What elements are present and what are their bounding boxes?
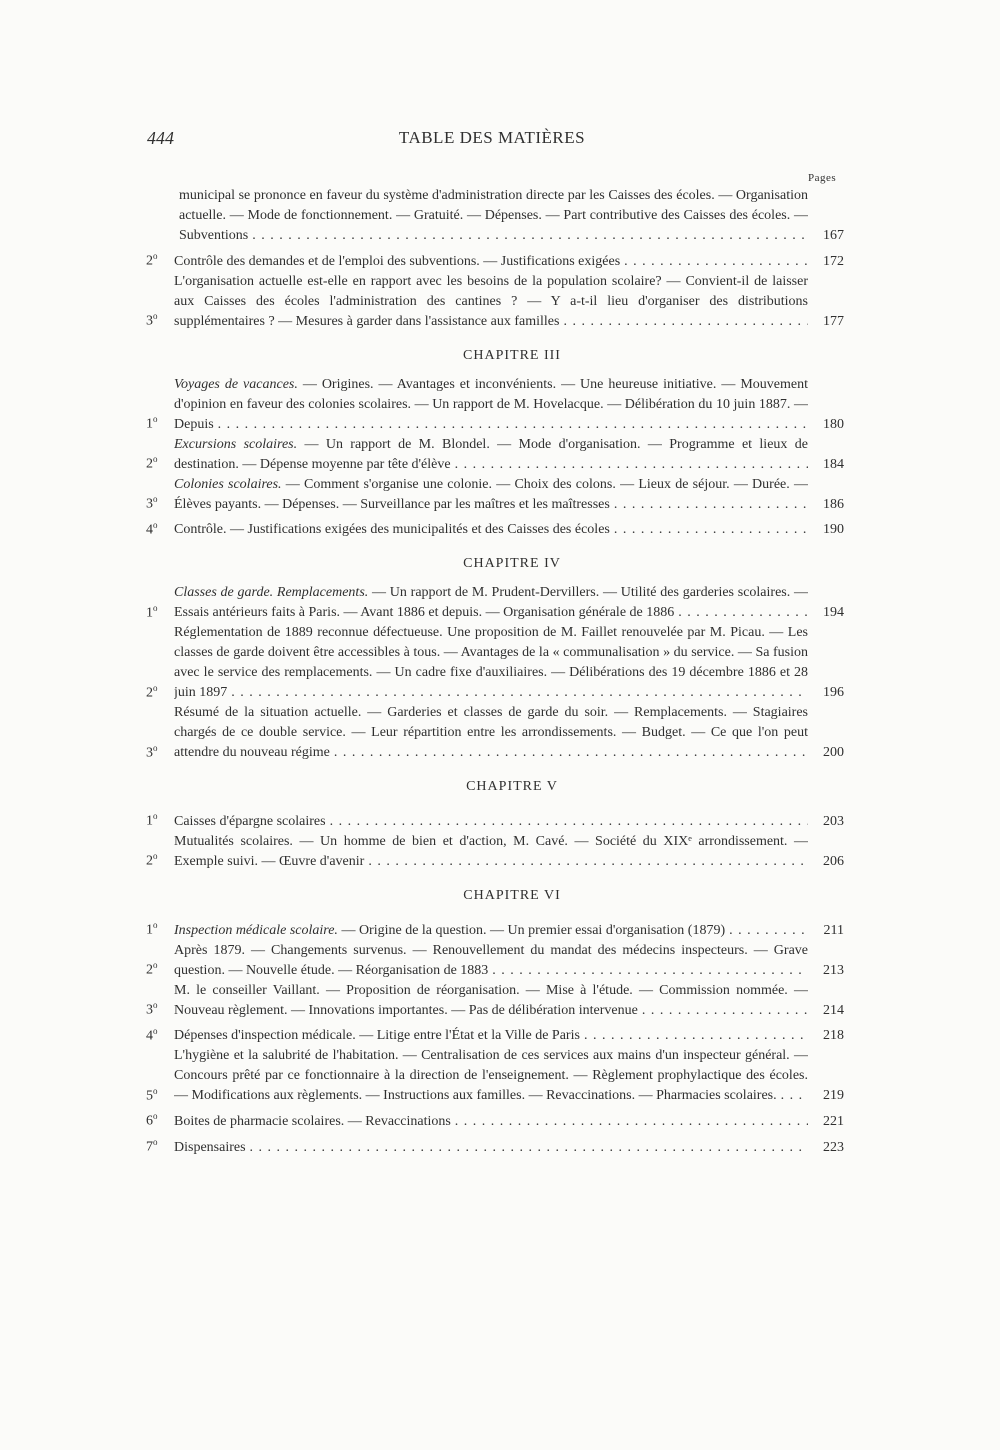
entry-page: 200 (808, 743, 844, 763)
toc-entry (146, 515, 847, 541)
entry-text: Caisses d'épargne scolaires . . . (174, 812, 808, 832)
entry-number: 3$^o$ (146, 311, 158, 329)
entry-number: 4$^o$ (146, 1025, 158, 1044)
entry-number: 2$^o$ (146, 959, 158, 978)
entry-page: 180 (808, 415, 844, 435)
entry-italic-title: Inspection médicale scolaire. (174, 922, 338, 938)
toc-entry (146, 806, 847, 832)
toc-entry (146, 475, 847, 515)
entry-text: Boites de pharmacie scolaires. — Revaccinations . . . (174, 1112, 808, 1132)
entry-text: Classes de garde. Remplacements. — Un rapport de M. Prudent-Dervillers. — Utilité des garderies scolaires. — Essais antérieurs faits à Paris. — Avant 1886 et depuis. — Organisation générale de 1886 . . . (174, 583, 808, 623)
entry-italic-title: Colonies scolaires. (174, 476, 282, 492)
entry-text: Réglementation de 1889 reconnue défectueuse. Une proposition de M. Faillet renouvelée par M. Picau. — Les classes de garde doivent être accessibles à tous. — Avantages de la « communalisation » du service. — Sa fusion avec le service des remplacements. — Un cadre fixe d'auxiliaires. — Délibérations des 19 décembre 1886 et 28 juin 1897 . . . (174, 623, 808, 703)
entry-number: 1$^o$ (146, 919, 158, 938)
chapter-heading: CHAPITRE V (466, 779, 558, 795)
entry-page: 211 (808, 921, 844, 941)
entry-number: 7$^o$ (146, 1136, 158, 1155)
entry-page: 190 (808, 520, 844, 540)
entry-text: Dispensaires . . . (174, 1138, 808, 1158)
table-of-contents (147, 186, 847, 1158)
entry-number: 3$^o$ (146, 494, 158, 512)
entry-number: 1$^o$ (146, 602, 158, 621)
entry-page: 177 (808, 312, 844, 332)
entry-text: L'organisation actuelle est-elle en rapport avec les besoins de la population scolaire? — Convient-il de laisser aux Caisses des écoles l'administration des cantines ? — Y a-t-il lieu d'organiser des distributions supplémentaires ? — Mesures à garder dans l'assistance aux familles . . . (174, 272, 808, 332)
toc-entry (179, 186, 847, 246)
entry-italic-title: Classes de garde. Remplacements. (174, 585, 369, 601)
entry-number: 1$^o$ (146, 414, 158, 432)
entry-text: Contrôle des demandes et de l'emploi des subventions. — Justifications exigées . . . (174, 252, 808, 272)
toc-entry (146, 981, 847, 1021)
entry-page: 214 (808, 1001, 844, 1021)
entry-text: Après 1879. — Changements survenus. — Renouvellement du mandat des médecins inspecteurs. — Grave question. — Nouvelle étude. — Réorganisation de 1883 . . . (174, 941, 808, 981)
entry-number: 6$^o$ (146, 1111, 158, 1129)
entry-page: 219 (808, 1086, 844, 1106)
entry-page: 184 (808, 455, 844, 475)
chapter-heading: CHAPITRE IV (463, 556, 561, 572)
entry-page: 218 (808, 1026, 844, 1046)
entry-text: Résumé de la situation actuelle. — Garderies et classes de garde du soir. — Remplacements. — Stagiaires chargés de ce double service. — Leur répartition entre les arrondissements. — Budget. — Ce que l'on peut attendre du nouveau régime . . . (174, 703, 808, 763)
toc-entry (146, 915, 847, 941)
chapter-heading: CHAPITRE III (463, 347, 561, 363)
toc-entry (146, 1132, 847, 1158)
toc-entry (146, 703, 847, 763)
toc-entry (146, 623, 847, 703)
page-number: 444 (147, 128, 174, 148)
entry-text: Dépenses d'inspection médicale. — Litige entre l'État et la Ville de Paris . . . (174, 1026, 808, 1046)
pages-column-label: Pages (808, 172, 837, 184)
entry-text: Excursions scolaires. — Un rapport de M. Blondel. — Mode d'organisation. — Programme et lieux de destination. — Dépense moyenne par tête d'élève . . . (174, 435, 808, 475)
entry-italic-title: Voyages de vacances. (174, 376, 298, 392)
entry-number: 3$^o$ (146, 742, 158, 761)
toc-entry (146, 1046, 847, 1106)
toc-entry (146, 375, 847, 435)
entry-text: Inspection médicale scolaire. — Origine de la question. — Un premier essai d'organisation (1879) . . . (174, 921, 808, 941)
toc-entry (146, 1021, 847, 1047)
entry-page: 213 (808, 961, 844, 981)
chapter-heading: CHAPITRE VI (463, 887, 561, 903)
entry-number: 1$^o$ (146, 811, 158, 829)
entry-text: municipal se prononce en faveur du système d'administration directe par les Caisses des écoles. — Organisation actuelle. — Mode de fonctionnement. — Gratuité. — Dépenses. — Part contributive des Caisses des écoles. — Subventions . . . (179, 186, 808, 246)
toc-entry (146, 941, 847, 981)
entry-number: 2$^o$ (146, 251, 158, 269)
entry-italic-title: Excursions scolaires. (174, 436, 298, 452)
entry-number: 2$^o$ (146, 454, 158, 472)
entry-text: Colonies scolaires. — Comment s'organise une colonie. — Choix des colons. — Lieux de séjour. — Durée. — Élèves payants. — Dépenses. — Surveillance par les maîtres et les maîtresses . . . (174, 475, 808, 515)
toc-entry (146, 272, 847, 332)
entry-page: 221 (808, 1112, 844, 1132)
toc-entry (146, 246, 847, 272)
entry-page: 186 (808, 495, 844, 515)
entry-number: 5$^o$ (146, 1085, 158, 1104)
entry-page: 196 (808, 683, 844, 703)
toc-entry (146, 435, 847, 475)
entry-number: 3$^o$ (146, 999, 158, 1018)
entry-page: 172 (808, 252, 844, 272)
toc-entry (146, 583, 847, 623)
entry-text: M. le conseiller Vaillant. — Proposition de réorganisation. — Mise à l'étude. — Commission nommée. — Nouveau règlement. — Innovations importantes. — Pas de délibération intervenue . . . (174, 981, 808, 1021)
running-header (147, 128, 837, 156)
entry-text: Mutualités scolaires. — Un homme de bien et d'action, M. Cavé. — Société du XIXᵉ arrondissement. — Exemple suivi. — Œuvre d'avenir . . . (174, 832, 808, 872)
entry-page: 167 (808, 226, 844, 246)
entry-text: L'hygiène et la salubrité de l'habitation. — Centralisation de ces services aux mains d'un inspecteur général. — Concours prêté par ce fonctionnaire à la direction de l'enseignement. — Règlement prophylactique des écoles. — Modifications aux règlements. — Instructions aux familles. — Revaccinations. — Pharmacies scolaires. . . . (174, 1046, 808, 1106)
entry-page: 206 (808, 852, 844, 872)
entry-number: 4$^o$ (146, 519, 158, 538)
entry-page: 194 (808, 603, 844, 623)
entry-number: 2$^o$ (146, 682, 158, 701)
entry-number: 2$^o$ (146, 851, 158, 869)
toc-entry (146, 1106, 847, 1132)
entry-text: Contrôle. — Justifications exigées des municipalités et des Caisses des écoles . . . (174, 520, 808, 540)
entry-page: 223 (808, 1138, 844, 1158)
entry-page: 203 (808, 812, 844, 832)
entry-text: Voyages de vacances. — Origines. — Avantages et inconvénients. — Une heureuse initiative. — Mouvement d'opinion en faveur des colonies scolaires. — Un rapport de M. Hovelacque. — Délibération du 10 juin 1887. — Depuis . . . (174, 375, 808, 435)
toc-entry (146, 832, 847, 872)
running-title: TABLE DES MATIÈRES (398, 128, 586, 147)
